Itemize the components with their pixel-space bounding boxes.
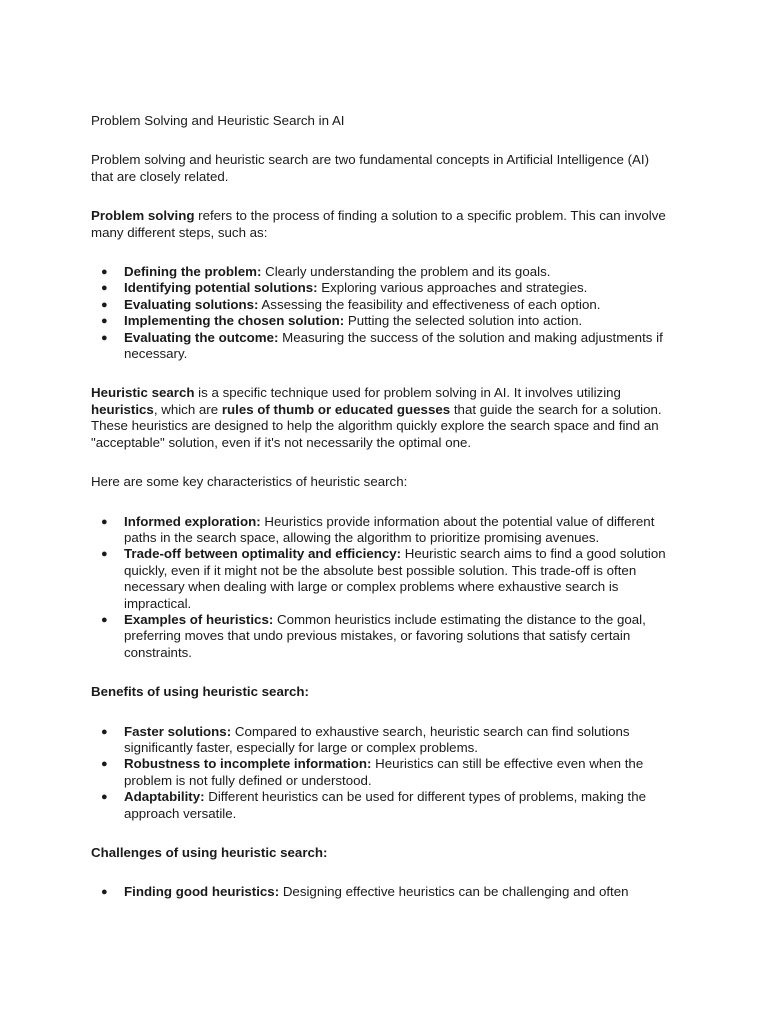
list-item-label: Finding good heuristics: — [124, 884, 280, 900]
list-item-text: Different heuristics can be used for different types of problems, making the approach versatile. — [124, 789, 647, 821]
bullet-icon: ● — [101, 725, 108, 738]
problem-solving-term: Problem solving — [91, 208, 195, 224]
list-item-text: Clearly understanding the problem and its goals. — [261, 264, 551, 280]
list-item-text: Heuristics provide information about the potential value of different paths in the search space, allowing the algorithm to prioritize promising avenues. — [124, 513, 655, 545]
list-item-text: Measuring the success of the solution and making adjustments if necessary. — [124, 329, 663, 362]
list-item — [91, 546, 671, 612]
list-item — [91, 612, 671, 661]
bullet-icon: ● — [101, 515, 108, 528]
list-item-label: Defining the problem: — [124, 264, 262, 280]
list-item-text: Putting the selected solution into action. — [344, 313, 583, 329]
list-item-label: Faster solutions: — [124, 723, 232, 739]
list-item-label: Robustness to incomplete information: — [124, 756, 372, 772]
characteristics-list — [91, 514, 671, 662]
list-item-label: Examples of heuristics: — [124, 611, 274, 627]
heuristics-term: heuristics — [91, 401, 154, 417]
bullet-icon: ● — [101, 548, 108, 561]
list-item-text: Assessing the feasibility and effectiveness of each option. — [258, 296, 601, 312]
bullet-icon: ● — [101, 613, 108, 626]
list-item — [91, 884, 671, 900]
challenges-heading: Challenges of using heuristic search: — [91, 845, 328, 860]
list-item-label: Trade-off between optimality and efficiency: — [124, 546, 402, 562]
list-item — [91, 330, 671, 363]
rules-of-thumb-term: rules of thumb or educated guesses — [221, 401, 451, 417]
bullet-icon: ● — [101, 266, 108, 279]
document-body — [91, 113, 671, 924]
list-item-text: Designing effective heuristics can be challenging and often — [279, 884, 629, 900]
heuristic-search-text-3: that guide the search for a solution. These heuristics are designed to help the algorithm quickly explore the search space and find an "acceptable" solution, even if it's not necessarily the optimal one. — [91, 401, 662, 450]
bullet-icon: ● — [101, 331, 108, 344]
list-item — [91, 280, 671, 296]
list-item-label: Implementing the chosen solution: — [124, 313, 345, 329]
bullet-icon: ● — [101, 758, 108, 771]
list-item-text: Common heuristics include estimating the distance to the goal, preferring moves that undo previous mistakes, or favoring solutions that satisfy certain constraints. — [124, 611, 646, 660]
list-item — [91, 756, 671, 789]
bullet-icon: ● — [101, 886, 108, 899]
heuristic-search-term: Heuristic search — [91, 385, 195, 401]
heuristic-search-text-1: is a specific technique used for problem solving in AI. It involves utilizing — [194, 385, 621, 401]
characteristics-intro: Here are some key characteristics of heuristic search: — [91, 474, 408, 490]
list-item — [91, 264, 671, 280]
list-item — [91, 297, 671, 313]
challenges-list — [91, 884, 671, 900]
list-item-text: Heuristic search aims to find a good solution quickly, even if it might not be the absolute best possible solution. This trade-off is often necessary when dealing with large or complex problems where exhaustive search is impractical. — [124, 546, 666, 611]
bullet-icon: ● — [101, 298, 108, 311]
list-item-text: Compared to exhaustive search, heuristic search can find solutions significantly faster, especially for large or complex problems. — [124, 723, 630, 755]
list-item — [91, 313, 671, 329]
heuristic-search-paragraph — [91, 385, 671, 451]
heuristic-search-text-2: , which are — [153, 401, 222, 417]
list-item-label: Evaluating solutions: — [124, 296, 259, 312]
list-item-label: Adaptability: — [124, 789, 205, 805]
list-item-label: Informed exploration: — [124, 513, 261, 529]
benefits-heading: Benefits of using heuristic search: — [91, 684, 309, 700]
document-title: Problem Solving and Heuristic Search in AI — [91, 113, 345, 128]
bullet-icon: ● — [101, 791, 108, 804]
list-item — [91, 514, 671, 547]
list-item-text: Exploring various approaches and strategies. — [317, 280, 588, 296]
problem-solving-text: refers to the process of finding a solution to a specific problem. This can involve many different steps, such as: — [91, 208, 666, 240]
benefits-list — [91, 724, 671, 822]
steps-list — [91, 264, 671, 362]
bullet-icon: ● — [101, 282, 108, 295]
list-item-label: Evaluating the outcome: — [124, 329, 279, 345]
list-item — [91, 789, 671, 822]
intro-paragraph: Problem solving and heuristic search are two fundamental concepts in Artificial Intelligence (AI) that are closely related. — [91, 152, 650, 184]
list-item-label: Identifying potential solutions: — [124, 280, 318, 296]
list-item-text: Heuristics can still be effective even when the problem is not fully defined or understood. — [124, 756, 644, 788]
problem-solving-paragraph — [91, 208, 671, 241]
list-item — [91, 724, 671, 757]
bullet-icon: ● — [101, 315, 108, 328]
